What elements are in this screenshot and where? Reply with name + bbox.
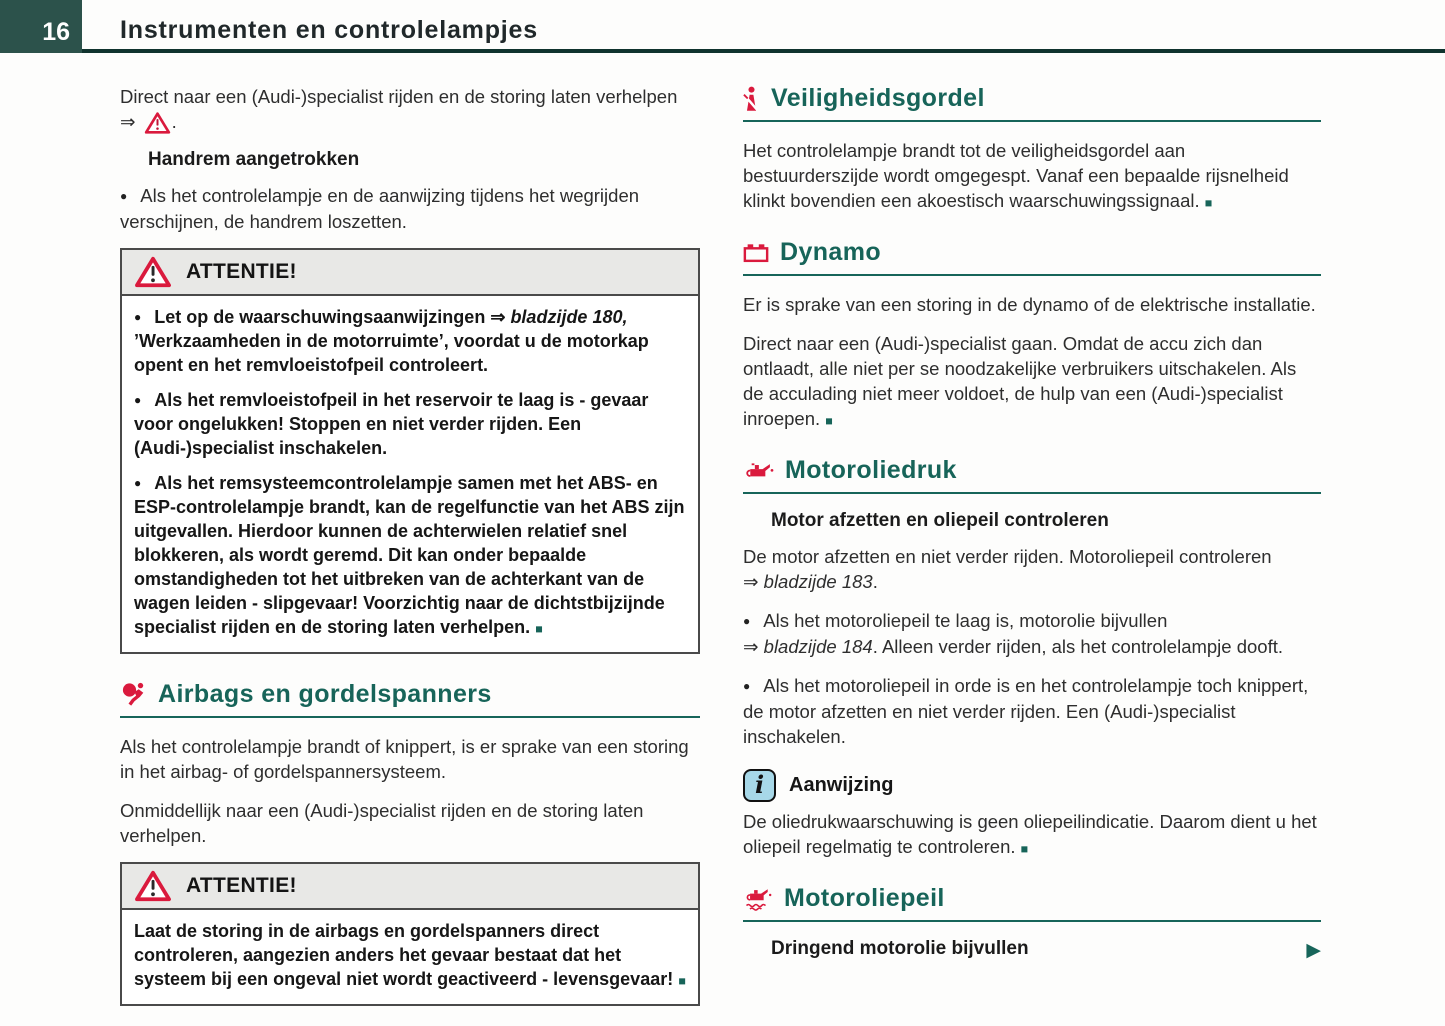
attention-item-text: ’Werkzaamheden in de motorruimte’, voordat u de motorkap opent en het remvloeistofpeil controleert. <box>134 331 649 375</box>
oil-pressure-bullet <box>743 608 1321 659</box>
handbrake-bullet-text: Als het controlelampje en de aanwijzing tijdens het wegrijden verschijnen, de handrem loszetten. <box>120 185 640 232</box>
info-icon: i <box>743 769 776 802</box>
note-paragraph <box>743 809 1321 862</box>
attention-box-body <box>122 910 698 1004</box>
bullet-marker: ● <box>743 679 751 693</box>
oil-pressure-paragraph <box>743 544 1321 594</box>
bullet-marker: ● <box>134 310 142 324</box>
section-heading-dynamo <box>743 238 1321 276</box>
intro-paragraph <box>120 84 700 135</box>
section-title: Veiligheidsgordel <box>771 84 985 112</box>
oil-pressure-subheading: Motor afzetten en oliepeil controleren <box>771 510 1109 531</box>
page-number-box <box>0 0 82 53</box>
handbrake-subheading: Handrem aangetrokken <box>148 149 360 170</box>
dynamo-text: Direct naar een (Audi-)specialist gaan. Omdat de accu zich dan ontlaadt, alle niet per se noodzakelijke verbruikers uitschakelen. Als de acculading niet meer voldoet, de hulp van een (Audi-)specialist inroepen. <box>743 333 1297 429</box>
seatbelt-paragraph <box>743 138 1321 216</box>
bullet-marker: ● <box>134 393 142 407</box>
attention-title: ATTENTIE! <box>186 260 297 283</box>
oil-pressure-text: . Alleen verder rijden, als het controlelampje dooft. <box>872 636 1284 657</box>
oil-pressure-text: Als het motoroliepeil te laag is, motorolie bijvullen <box>763 610 1168 631</box>
airbag-icon <box>120 681 147 708</box>
reference-arrow: ⇒ <box>743 571 759 592</box>
end-of-section-marker: ■ <box>535 622 543 636</box>
end-of-section-marker: ■ <box>1204 196 1213 210</box>
header-rule <box>0 49 1445 53</box>
section-title: Dynamo <box>780 238 882 266</box>
note-header <box>743 769 1321 802</box>
attention-item-text: Als het remvloeistofpeil in het reservoir te laag is - gevaar voor ongelukken! Stoppen en niet verder rijden. Een (Audi-)specialist inschakelen. <box>134 390 649 458</box>
attention-item-text: Let op de waarschuwingsaanwijzingen <box>154 307 486 327</box>
reference-arrow: ⇒ <box>120 111 136 132</box>
section-title: Motoroliepeil <box>784 884 945 912</box>
oil-level-subheading-row <box>743 938 1321 963</box>
seatbelt-icon <box>743 86 760 111</box>
attention-item <box>134 305 686 377</box>
section-heading-airbags <box>120 680 700 718</box>
oil-pressure-text: Als het motoroliepeil in orde is en het controlelampje toch knippert, de motor afzetten en niet verder rijden. Een (Audi-)specialist inschakelen. <box>743 675 1309 747</box>
intro-text: Direct naar een (Audi-)specialist rijden en de storing laten verhelpen <box>120 86 678 107</box>
page-number: 16 <box>42 18 70 46</box>
page-reference: bladzijde 180, <box>510 307 628 327</box>
oil-level-icon <box>743 886 773 911</box>
attention-box-airbags <box>120 862 700 1006</box>
attention-box-header <box>122 864 698 910</box>
seatbelt-text: Het controlelampje brandt tot de veiligheidsgordel aan bestuurderszijde wordt omgegespt. Vanaf een bepaalde rijsnelheid klinkt bovendien een akoestisch waarschuwingssignaal. <box>743 140 1289 211</box>
page-title: Instrumenten en controlelampjes <box>120 16 538 44</box>
section-heading-seatbelt <box>743 84 1321 122</box>
warning-triangle-icon <box>144 111 171 135</box>
bullet-marker: ● <box>134 476 142 490</box>
oil-pressure-bullet <box>743 673 1321 749</box>
section-heading-oil-pressure <box>743 456 1321 494</box>
airbags-paragraph: Onmiddellijk naar een (Audi-)specialist rijden en de storing laten verhelpen. <box>120 800 644 846</box>
end-of-section-marker: ■ <box>825 414 833 428</box>
attention-item-text: Laat de storing in de airbags en gordelspanners direct controleren, aangezien anders het gevaar bestaat dat het systeem bij een ongeval niet wordt geactiveerd - levensgevaar! <box>134 921 674 989</box>
dynamo-paragraph: Er is sprake van een storing in de dynamo of de elektrische installatie. <box>743 294 1316 315</box>
oil-level-subheading: Dringend motorolie bijvullen <box>771 938 1029 959</box>
reference-arrow: ⇒ <box>490 307 506 327</box>
attention-box-brakes <box>120 248 700 654</box>
dynamo-paragraph <box>743 331 1321 434</box>
attention-box-header <box>122 250 698 296</box>
end-of-section-marker: ■ <box>1020 842 1029 856</box>
battery-icon <box>743 242 769 263</box>
note-block <box>743 769 1321 862</box>
warning-triangle-icon <box>134 869 172 903</box>
oil-can-icon <box>743 460 774 481</box>
note-text: De oliedrukwaarschuwing is geen oliepeilindicatie. Daarom dient u het oliepeil regelmatig te controleren. <box>743 811 1317 857</box>
attention-item-text: Als het remsysteemcontrolelampje samen met het ABS- en ESP-controlelampje brandt, kan de regelfunctie van het ABS zijn uitgevallen. Hierdoor kunnen de achterwielen relatief snel blokkeren, als wordt geremd. Dit kan onder bepaalde omstandigheden tot het uitbreken van de achterkant van de wagen leiden - slipgevaar! Voorzichtig naar de dichtstbijzijnde specialist rijden en de storing laten verhelpen. <box>134 473 685 637</box>
handbrake-bullet <box>120 183 700 234</box>
attention-title: ATTENTIE! <box>186 874 297 897</box>
reference-arrow: ⇒ <box>743 636 759 657</box>
bullet-marker: ● <box>120 189 128 203</box>
note-title: Aanwijzing <box>789 774 894 796</box>
page-reference: bladzijde 184 <box>763 636 873 657</box>
section-title: Motoroliedruk <box>785 456 957 484</box>
oil-pressure-text: De motor afzetten en niet verder rijden. Motoroliepeil controleren <box>743 546 1272 567</box>
period: . <box>872 571 878 592</box>
chevron-right-icon: ▶ <box>1306 940 1321 961</box>
attention-item <box>134 919 686 993</box>
warning-triangle-icon <box>134 255 172 289</box>
end-of-section-marker: ■ <box>678 974 686 988</box>
page-reference: bladzijde 183 <box>763 571 873 592</box>
attention-box-body <box>122 296 698 652</box>
right-column <box>743 84 1321 963</box>
attention-item <box>134 471 686 641</box>
bullet-marker: ● <box>743 614 751 628</box>
left-column <box>120 84 700 1026</box>
section-heading-oil-level <box>743 884 1321 922</box>
airbags-paragraph: Als het controlelampje brandt of knippert, is er sprake van een storing in het airbag- of gordelspannersysteem. <box>120 736 689 782</box>
section-title: Airbags en gordelspanners <box>158 680 492 708</box>
period: . <box>171 111 177 132</box>
attention-item <box>134 388 686 460</box>
